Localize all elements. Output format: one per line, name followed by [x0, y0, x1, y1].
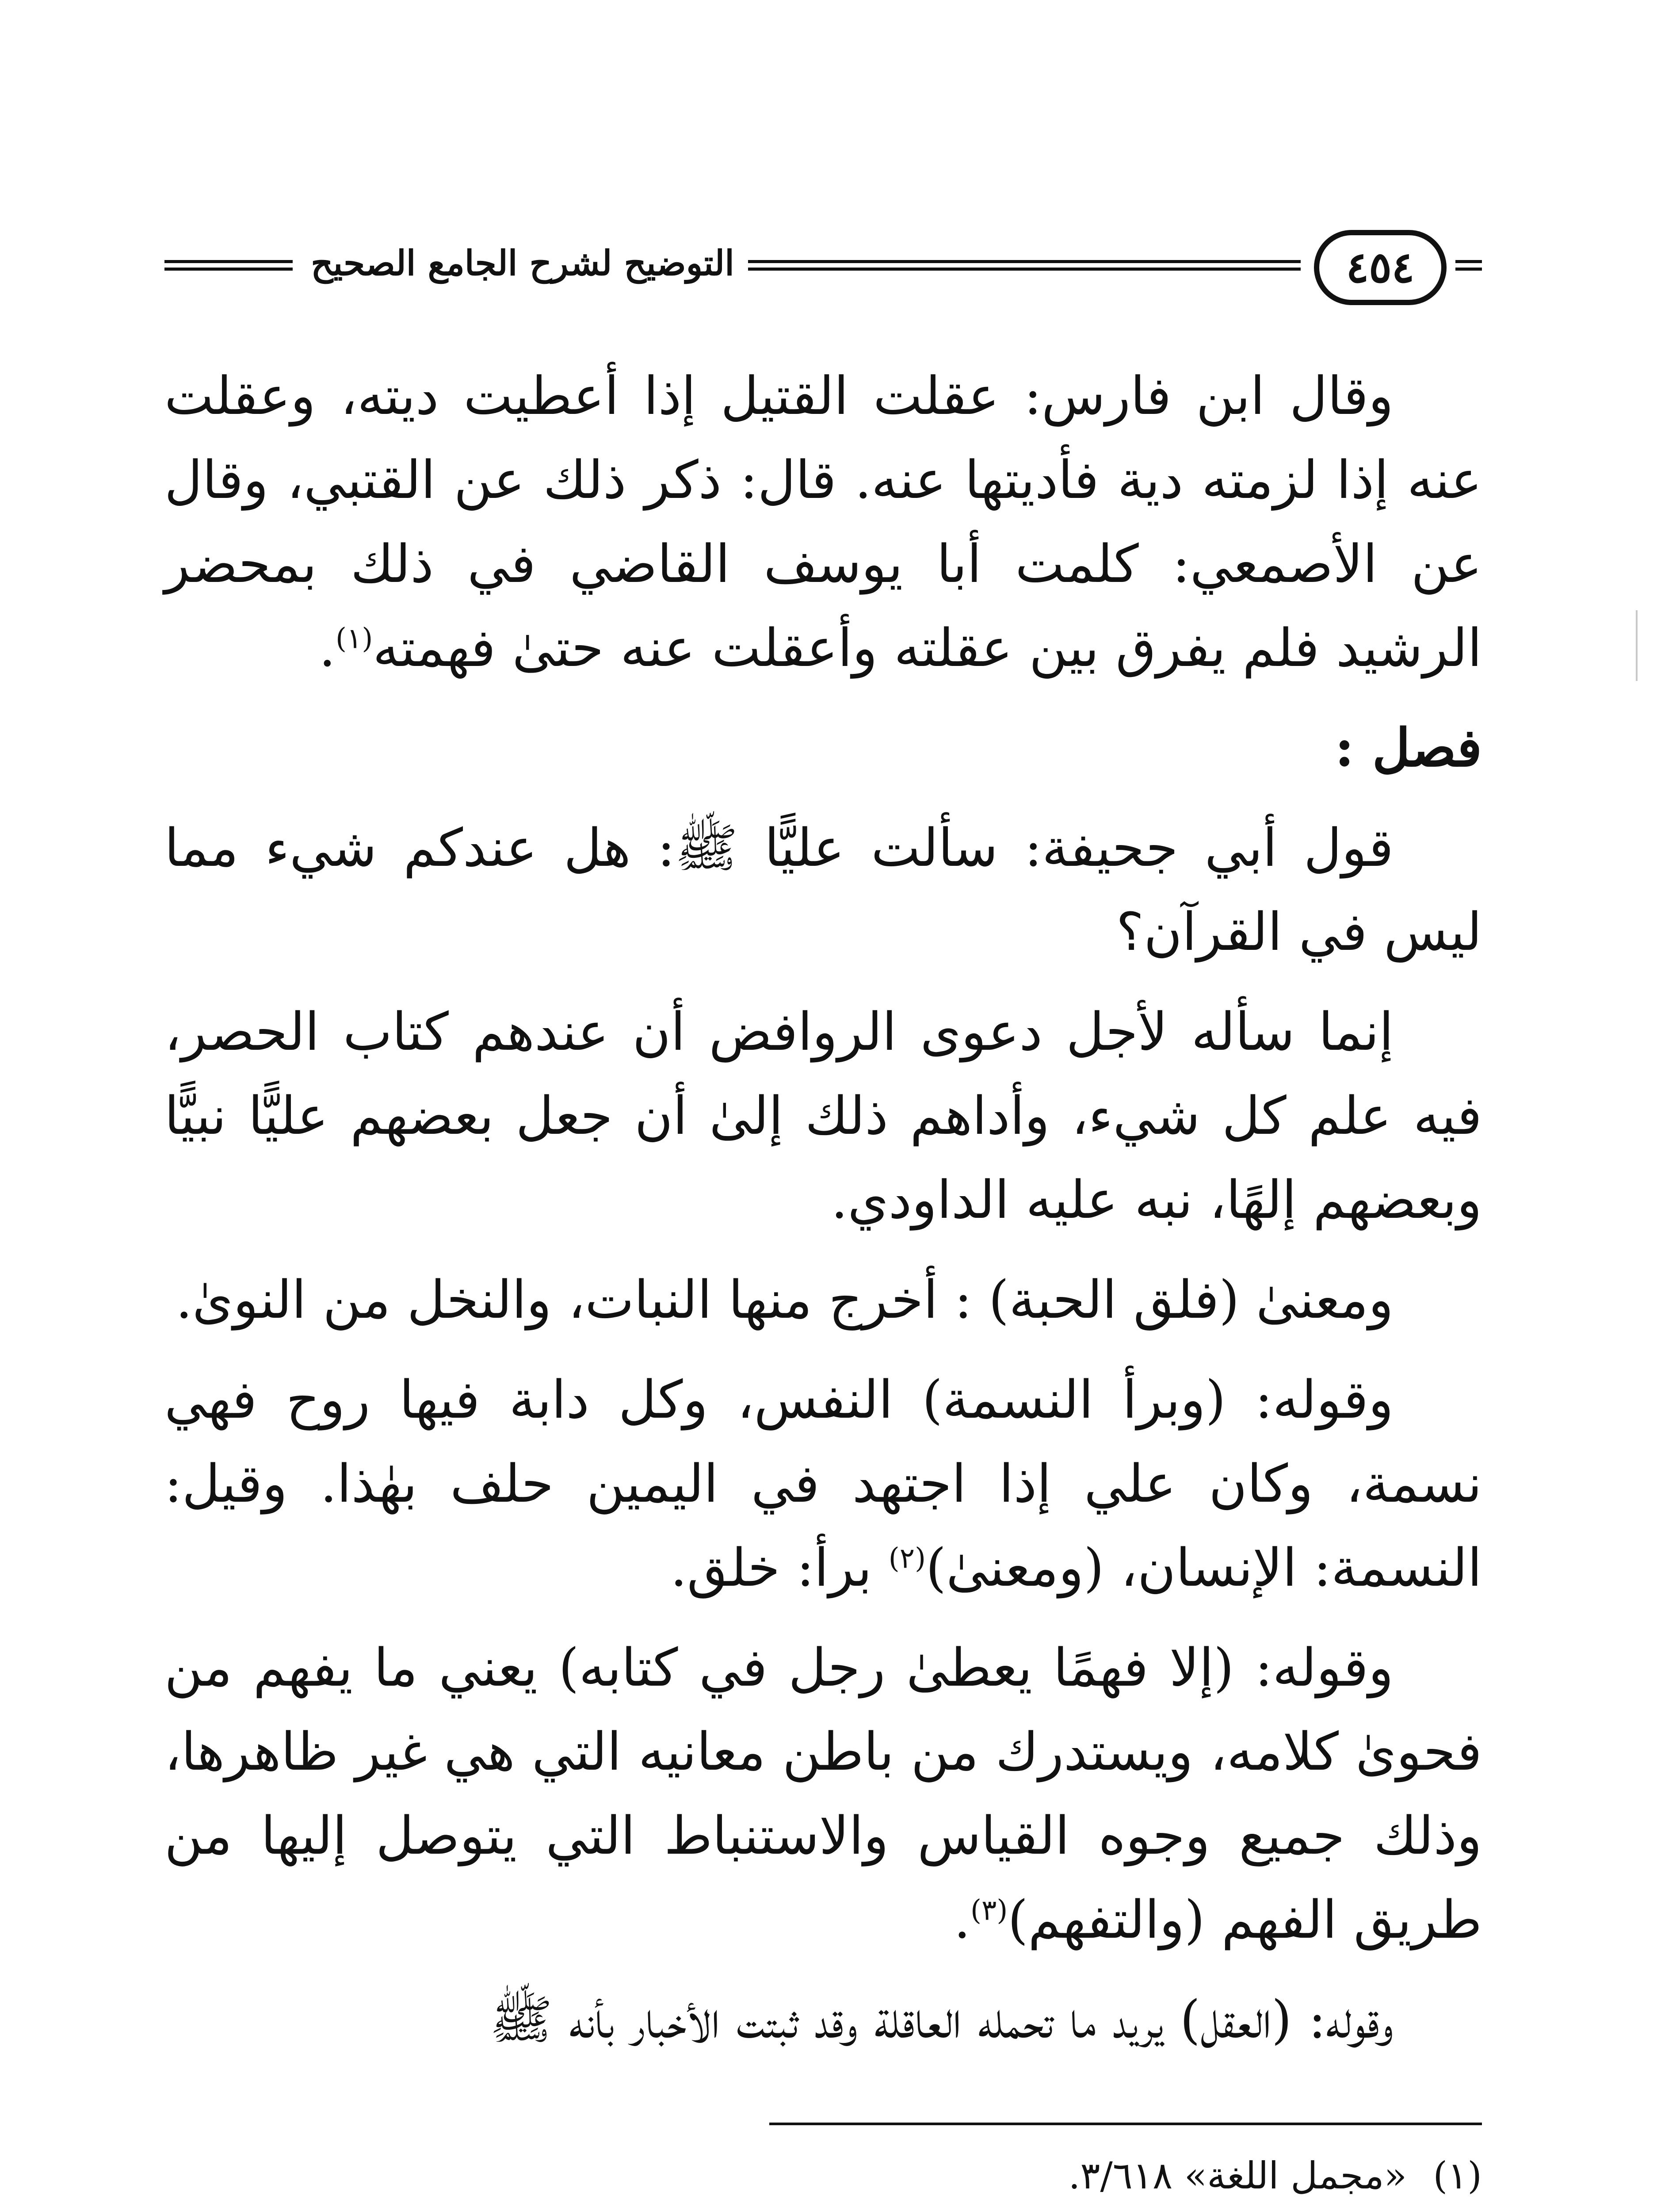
- header-rule-right: [1455, 260, 1482, 271]
- footnote-ref-3[interactable]: (٣): [970, 1894, 1008, 1927]
- footnote-1: [164, 2145, 1482, 2207]
- main-text: [164, 354, 1482, 2077]
- paragraph-end: برأ: خلق.: [670, 1537, 889, 1598]
- footnote-separator: [769, 2123, 1482, 2125]
- footnote-text: «مجمل اللغة» ٣/٦١٨.: [1068, 2154, 1407, 2197]
- paragraph-text: وقوله: (وبرأ النسمة) النفس، وكل دابة فيها روح فهي نسمة، وكان علي إذا اجتهد في اليمين حلف بهٰذا. وقيل: النسمة: الإنسان، (ومعنىٰ): [164, 1369, 1482, 1598]
- paragraph-text: وقال ابن فارس: عقلت القتيل إذا أعطيت ديته، وعقلت عنه إذا لزمته دية فأديتها عنه. قال: ذكر ذلك عن القتبي، وقال عن الأصمعي: كلمت أبا يوسف القاضي في ذلك بمحضر الرشيد فلم يفرق بين عقلته وأعقلت عنه حتىٰ فهمته: [164, 365, 1482, 678]
- footnote-marker: [1407, 2207, 1482, 2211]
- paragraph-end: .: [954, 1889, 971, 1950]
- footnote-ref-2[interactable]: (٢): [888, 1542, 926, 1575]
- footnote-2: [164, 2207, 1482, 2211]
- section-heading: فصل :: [1335, 717, 1482, 778]
- margin-mark: [1636, 610, 1638, 681]
- paragraph-ibn-faris: [164, 354, 1482, 690]
- paragraph-text: وقوله: (إلا فهمًا يعطىٰ رجل في كتابه) يعني ما يفهم من فحوىٰ كلامه، ويستدرك من باطن معانيه التي هي غير ظاهرها، وذلك جميع وجوه القياس والاستنباط التي يتوصل إليها من طريق الفهم (والتفهم): [164, 1637, 1482, 1950]
- footnote-marker: (١): [1433, 2154, 1482, 2197]
- running-header: [164, 230, 1482, 305]
- header-rule-left: [164, 260, 293, 271]
- paragraph-nasama: [164, 1358, 1482, 1610]
- paragraph-falaq-al-habba: ومعنىٰ (فلق الحبة) : أخرج منها النبات، والنخل من النوىٰ.: [176, 1269, 1394, 1330]
- footnote-ref-1[interactable]: (١): [335, 622, 373, 655]
- paragraph-end: .: [319, 617, 336, 678]
- footnotes: [164, 2145, 1482, 2211]
- paragraph-fahm: [164, 1626, 1482, 1962]
- page-number: ٤٥٤: [1314, 230, 1447, 305]
- header-rule-middle: [748, 260, 1301, 271]
- paragraph-aql: وقوله: (العقل) يريد ما تحمله العاقلة وقد ثبتت الأخبار بأنه ﷺ: [489, 1989, 1394, 2050]
- running-title: التوضيح لشرح الجامع الصحيح: [311, 243, 734, 283]
- paragraph-rawafid: إنما سأله لأجل دعوى الروافض أن عندهم كتاب الحصر، فيه علم كل شيء، وأداهم ذلك إلىٰ أن جعل بعضهم عليًّا نبيًّا وبعضهم إلهًا، نبه عليه الداودي.: [164, 1001, 1482, 1230]
- paragraph-abi-juhayfa: قول أبي جحيفة: سألت عليًّا ﷺ: هل عندكم شيء مما ليس في القرآن؟: [164, 817, 1482, 962]
